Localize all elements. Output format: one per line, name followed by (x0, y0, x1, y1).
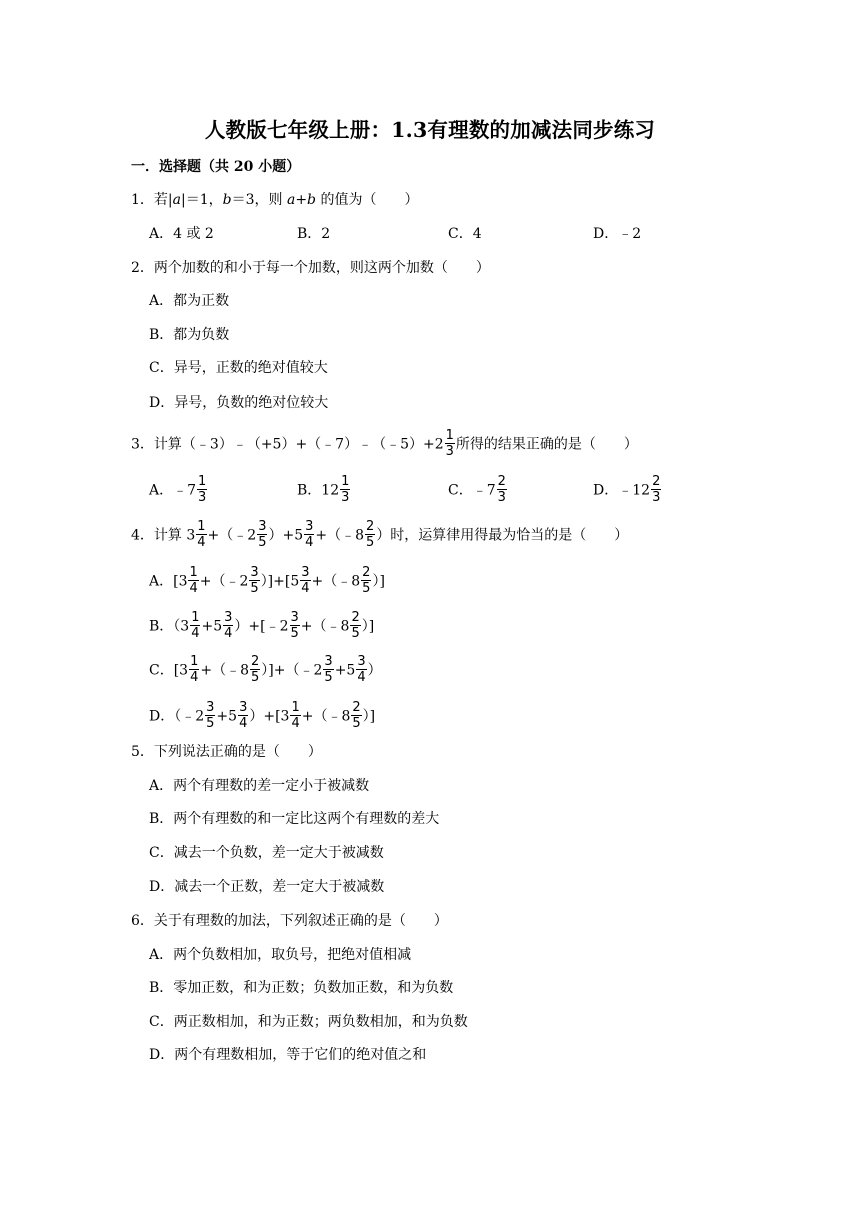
q4-option-b[interactable]: B．（3 $\frac{1}{4}$ +5 $\frac{3}{4}$ ）+[﹣2 $\frac{3}{5}$ +（﹣8 $\frac{2}{5}$ ）] (149, 610, 375, 641)
fraction: $\frac{2}{5}$ (352, 700, 361, 731)
q1-option-a[interactable]: A．4 或 2 (149, 226, 214, 242)
question-2-stem: 2．两个加数的和小于每一个加数，则这两个加数（ ） (131, 260, 490, 276)
page-title: 人教版七年级上册：1.3有理数的加减法同步练习 (204, 118, 656, 142)
q6-option-a[interactable]: A．两个负数相加，取负号，把绝对值相减 (149, 947, 412, 963)
fraction: $\frac{1}{3}$ (341, 474, 350, 505)
fraction: $\frac{2}{5}$ (362, 565, 371, 596)
fraction: $\frac{1}{4}$ (189, 565, 198, 596)
stem-text: 3．计算（﹣3）﹣（+5）+（﹣7）﹣（﹣5）+2 (131, 436, 444, 453)
fraction: $\frac{3}{4}$ (305, 519, 314, 550)
q3-option-c[interactable]: C．﹣7 $\frac{2}{3}$ (448, 474, 506, 505)
q5-option-b[interactable]: B．两个有理数的和一定比这两个有理数的差大 (149, 811, 440, 827)
q3-option-a[interactable]: A．﹣7 $\frac{1}{3}$ (149, 474, 207, 505)
stem-text: 的值为（ ） (316, 192, 419, 208)
fraction: $\frac{2}{3}$ (497, 474, 506, 505)
q3-option-d[interactable]: D．﹣12 $\frac{2}{3}$ (593, 474, 661, 505)
fraction: $\frac{1}{4}$ (291, 700, 300, 731)
q2-option-c[interactable]: C．异号，正数的绝对值较大 (149, 360, 328, 376)
stem-text: |＝1， (181, 192, 223, 208)
fraction: $\frac{3}{4}$ (239, 700, 248, 731)
q2-option-d[interactable]: D．异号，负数的绝对位较大 (149, 395, 329, 411)
fraction: $\frac{1}{4}$ (191, 610, 200, 641)
fraction: $\frac{2}{5}$ (351, 610, 360, 641)
fraction: $\frac{3}{4}$ (301, 565, 310, 596)
q6-option-b[interactable]: B．零加正数，和为正数；负数加正数，和为负数 (149, 980, 454, 996)
fraction: $\frac{1}{3}$ (198, 474, 207, 505)
question-1-stem (131, 190, 418, 210)
q4-option-d[interactable]: D．（﹣2 $\frac{3}{5}$ +5 $\frac{3}{4}$ ）+[3 $\frac{1}{4}$ +（﹣8 $\frac{2}{5}$ ）] (149, 700, 376, 731)
question-number: 1． (131, 192, 154, 208)
fraction: $\frac{2}{5}$ (251, 654, 260, 685)
stem-text: 若| (153, 192, 173, 208)
q4-option-a[interactable]: A．[3 $\frac{1}{4}$ +（﹣2 $\frac{3}{5}$ ）]+[5 $\frac{3}{4}$ +（﹣8 $\frac{2}{5}$ ）] (149, 565, 385, 596)
q1-option-b[interactable]: B．2 (297, 226, 331, 242)
question-3-stem (131, 429, 638, 460)
variable-b: b (222, 192, 232, 208)
q2-option-b[interactable]: B．都为负数 (149, 327, 230, 343)
question-6-stem: 6．关于有理数的加法，下列叙述正确的是（ ） (131, 913, 448, 929)
fraction: $\frac{3}{4}$ (357, 654, 366, 685)
variable-a: a (172, 192, 181, 208)
question-4-stem: 4．计算 3 $\frac{1}{4}$ +（﹣2 $\frac{3}{5}$ ）+5 $\frac{3}{4}$ +（﹣8 $\frac{2}{5}$ ）时，运算律用得最为恰当的是（ ） (131, 519, 629, 550)
fraction: $\frac{3}{4}$ (224, 610, 233, 641)
q1-option-d[interactable]: D．﹣2 (593, 226, 642, 242)
q6-option-c[interactable]: C．两正数相加，和为正数；两负数相加，和为负数 (149, 1014, 468, 1030)
stem-text: ＝3，则 (231, 192, 287, 208)
fraction: $\frac{1}{4}$ (197, 519, 206, 550)
section-heading: 一．选择题（共 20 小题） (131, 159, 301, 175)
variable-a: a (286, 192, 296, 208)
q5-option-d[interactable]: D．减去一个正数，差一定大于被减数 (149, 879, 385, 895)
q3-option-b[interactable]: B．12 $\frac{1}{3}$ (297, 474, 350, 505)
fraction: $\frac{1}{4}$ (190, 654, 199, 685)
fraction: $\frac{1}{3}$ (445, 428, 454, 459)
q6-option-d[interactable]: D．两个有理数相加，等于它们的绝对值之和 (149, 1047, 427, 1063)
fraction: $\frac{3}{5}$ (250, 565, 259, 596)
plus-sign: + (295, 192, 308, 208)
q5-option-c[interactable]: C．减去一个负数，差一定大于被减数 (149, 845, 384, 861)
q1-option-c[interactable]: C．4 (448, 226, 482, 242)
fraction: $\frac{3}{5}$ (258, 519, 267, 550)
fraction: $\frac{2}{3}$ (652, 474, 661, 505)
question-5-stem: 5．下列说法正确的是（ ） (131, 744, 322, 760)
fraction: $\frac{3}{5}$ (206, 700, 215, 731)
fraction: $\frac{2}{5}$ (366, 519, 375, 550)
q4-option-c[interactable]: C．[3 $\frac{1}{4}$ +（﹣8 $\frac{2}{5}$ ）]+（﹣2 $\frac{3}{5}$ +5 $\frac{3}{4}$ ） (149, 654, 382, 685)
stem-text: 所得的结果正确的是（ ） (455, 436, 638, 453)
variable-b: b (307, 192, 317, 208)
fraction: $\frac{3}{5}$ (290, 610, 299, 641)
fraction: $\frac{3}{5}$ (324, 654, 333, 685)
q2-option-a[interactable]: A．都为正数 (149, 293, 230, 309)
q5-option-a[interactable]: A．两个有理数的差一定小于被减数 (149, 778, 370, 794)
